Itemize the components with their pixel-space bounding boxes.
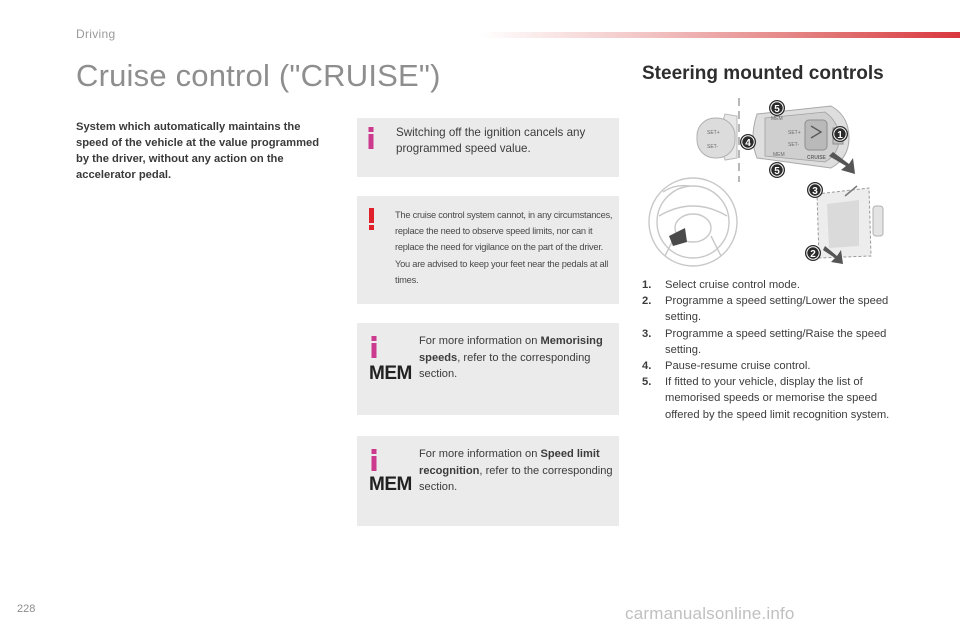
list-item: 5. If fitted to your vehicle, display the list of memorised speeds or memorise the speed offered by the speed limit recognition system. [642,376,890,421]
list-item: 2. Programme a speed setting/Lower the speed setting. [642,295,889,324]
mem-badge: MEM [369,363,412,384]
header-accent-bar [480,32,960,38]
callout-1: 1 [837,130,843,141]
callout-5: 5 [774,104,780,115]
warning-icon [367,208,376,230]
lever-detail-drawing [817,186,883,258]
stalk-label: SET+ [707,130,720,136]
intro-text: System which automatically maintains the speed of the vehicle at the value programmed by the driver, without any action on the accelerator pedal. [76,121,320,181]
info-icon [370,336,379,358]
watermark: carmanualsonline.info [625,604,795,623]
callout-2: 2 [810,249,816,260]
section-label: Driving [76,27,116,41]
info-icon [367,127,376,149]
info-icon [370,449,379,471]
stalk-label: CRUISE [807,155,826,161]
list-item: 4. Pause-resume cruise control. [642,360,811,373]
page-number: 228 [17,603,36,615]
steering-controls-illustration [645,96,895,268]
stalk-label: SET- [707,144,719,150]
note-text: The cruise control system cannot, in any circumstances, replace the need to observe speed limits, nor can it replace the need for vigilance on the part of the driver. You are advised to keep your feet near the pedals at all times. [395,210,613,285]
info-note-memorising-speeds [357,323,619,415]
stalk-label: MEM [771,116,783,122]
steering-wheel-drawing [649,178,737,266]
list-item: 3. Programme a speed setting/Raise the speed setting. [642,327,887,356]
info-note-ignition [357,118,619,177]
controls-list [642,277,907,423]
note-text: For more information on Speed limit recognition, refer to the corresponding section. [419,448,613,493]
mem-badge: MEM [369,474,412,495]
page-title: Cruise control ("CRUISE") [76,58,441,93]
note-text: Switching off the ignition cancels any programmed speed value. [396,126,586,155]
callout-4: 4 [745,138,751,149]
callout-3: 3 [812,186,818,197]
note-text: For more information on Memorising speeds, refer to the corresponding section. [419,335,603,380]
stalk-label: MEM [773,152,785,158]
callout-5: 5 [774,166,780,177]
stalk-label: SET+ [788,130,801,136]
info-note-speed-limit-recognition [357,436,619,526]
warning-note-speed-limits [357,196,619,304]
controls-heading: Steering mounted controls [642,63,884,84]
list-item: 1. Select cruise control mode. [642,279,800,291]
stalk-label: SET- [788,142,800,148]
